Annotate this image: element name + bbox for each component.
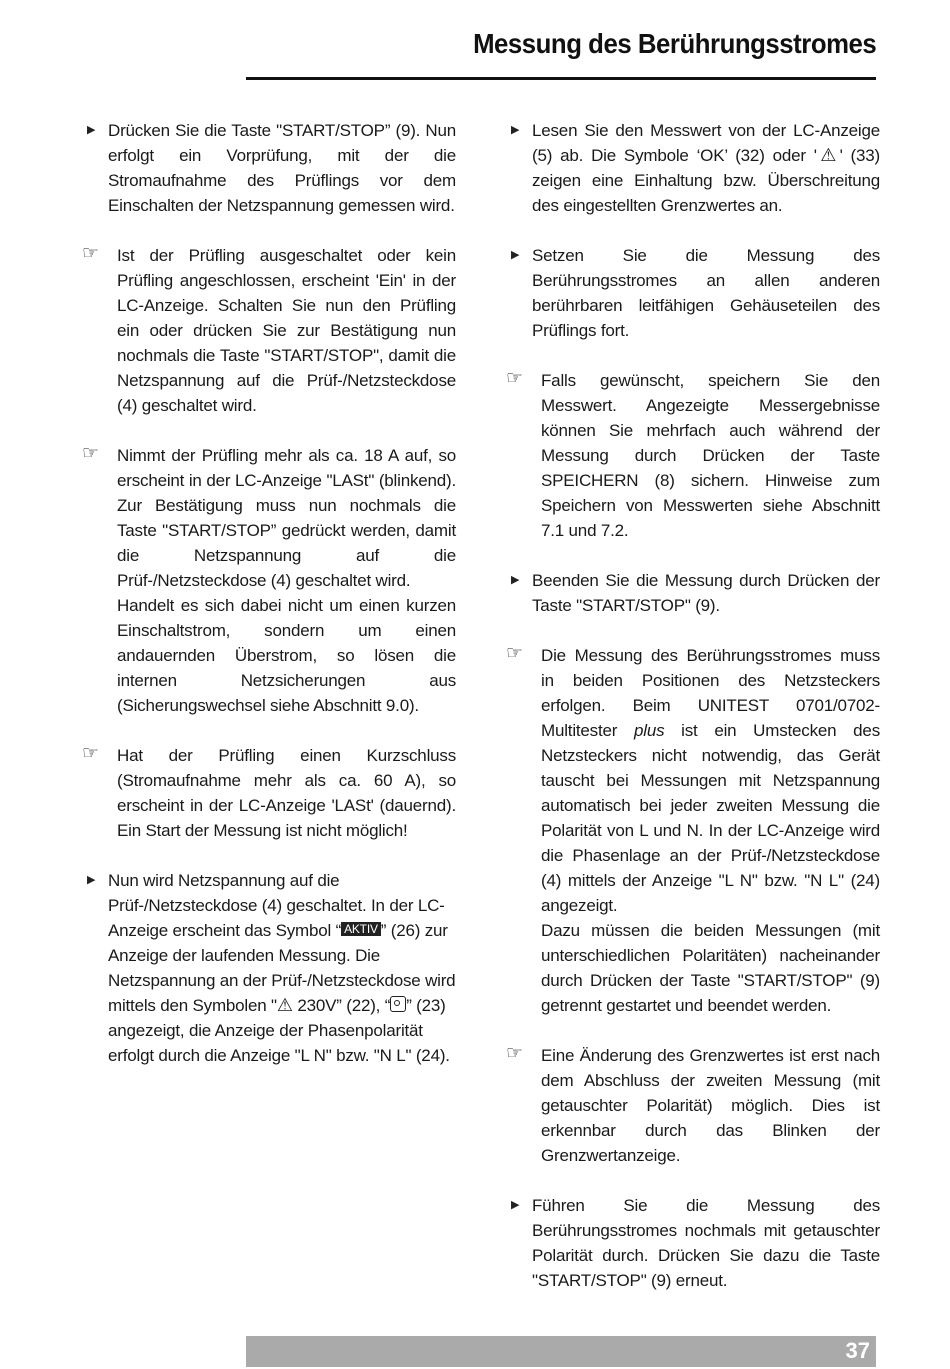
paragraph-part: Dazu müssen die beiden Messungen (mit unterschiedlichen Polaritäten) nacheinander durch Drücken der Taste "START/STOP" (9) getrennt gestartet und beendet werden. — [541, 921, 880, 1015]
note-item — [508, 643, 880, 1018]
paragraph: Eine Änderung des Grenzwertes ist erst nach dem Abschluss der zweiten Messung (mit getauschter Polarität) möglich. Dies ist erkennbar durch das Blinken der Grenzwertanzeige. — [541, 1046, 880, 1165]
note-item — [508, 368, 880, 543]
text-run: ” (23) angezeigt, die Anzeige der Phasenpolarität erfolgt durch die Anzeige "L N" bzw. "N L" (24). — [108, 996, 450, 1065]
pointing-hand-icon: ☞ — [82, 443, 100, 464]
aktiv-symbol: AKTIV — [341, 922, 381, 936]
socket-icon — [390, 996, 406, 1012]
list-item — [508, 1193, 880, 1293]
warning-triangle-icon: ⚠ — [816, 145, 840, 165]
text-run: Nun wird Netzspannung auf die Prüf-/Netzsteckdose (4) geschaltet. In der LC-Anzeige erscheint das Symbol “ — [108, 871, 445, 940]
note-item — [84, 243, 456, 418]
plus-text: plus — [633, 721, 665, 740]
pointing-hand-icon: ☞ — [506, 368, 524, 389]
text-run: Die Messung des Berührungsstromes muss in beiden Positionen des Netzsteckers erfolgen. Beim UNITEST 0701/0702-Multitester — [541, 646, 880, 740]
text-run: Lesen Sie den Messwert von der LC-Anzeige (5) ab. Die Symbole ‘OK’ (32) oder ' — [532, 121, 880, 165]
paragraph-part: Nimmt der Prüfling mehr als ca. 18 A auf, so erscheint in der LC-Anzeige "LASt" (blinkend). Zur Bestätigung muss nun nochmals die Taste "START/STOP” gedrückt werden, damit die Netzspannung auf die Prüf-/Netzsteckdose (4) geschaltet wird. — [117, 446, 456, 590]
paragraph — [108, 868, 456, 1068]
paragraph: Führen Sie die Messung des Berührungsstromes nochmals mit getauschter Polarität durch. Drücken Sie dazu die Taste "START/STOP" (9) erneut. — [532, 1196, 880, 1290]
triangle-right-icon: ▶ — [87, 124, 96, 136]
paragraph — [117, 443, 456, 718]
triangle-right-icon: ▶ — [511, 574, 520, 586]
paragraph: Beenden Sie die Messung durch Drücken der Taste "START/STOP" (9). — [532, 571, 880, 615]
pointing-hand-icon: ☞ — [82, 243, 100, 264]
paragraph: Falls gewünscht, speichern Sie den Messwert. Angezeigte Messergebnisse können Sie mehrfach auch während der Messung durch Drücken der Taste SPEICHERN (8) sichern. Hinweise zum Speichern von Messwerten siehe Abschnitt 7.1 und 7.2. — [541, 371, 880, 540]
paragraph-part — [541, 643, 880, 918]
paragraph: Setzen Sie die Messung des Berührungsstromes an allen anderen berührbaren leitfähigen Gehäuseteilen des Prüflings fort. — [532, 246, 880, 340]
triangle-right-icon: ▶ — [511, 249, 520, 261]
footer-bar — [246, 1336, 876, 1367]
pointing-hand-icon: ☞ — [82, 743, 100, 764]
list-item — [508, 118, 880, 218]
paragraph: Hat der Prüfling einen Kurzschluss (Stromaufnahme mehr als ca. 60 A), so erscheint in der LC-Anzeige 'LASt' (dauernd). Ein Start der Messung ist nicht möglich! — [117, 746, 456, 840]
triangle-right-icon: ▶ — [511, 1199, 520, 1211]
paragraph — [541, 643, 880, 1018]
paragraph: Ist der Prüfling ausgeschaltet oder kein Prüfling angeschlossen, erscheint 'Ein' in der LC-Anzeige. Schalten Sie nun den Prüfling ein oder drücken Sie zur Bestätigung nun nochmals die Taste "START/STOP", damit die Netzspannung auf die Prüf-/Netzsteckdose (4) geschaltet wird. — [117, 246, 456, 415]
text-run: ” (26) zur Anzeige der laufenden Messung. Die Netzspannung an der Prüf-/Netzsteckdose wird mittels den Symbolen " — [108, 921, 456, 1015]
note-item — [84, 443, 456, 718]
list-item — [508, 568, 880, 618]
paragraph-part: Handelt es sich dabei nicht um einen kurzen Einschaltstrom, sondern um einen andauernden Überstrom, so lösen die internen Netzsicherungen aus (Sicherungswechsel siehe Abschnitt 9.0). — [117, 596, 456, 715]
note-item — [508, 1043, 880, 1168]
list-item — [508, 243, 880, 343]
right-column — [508, 118, 880, 1318]
paragraph — [532, 118, 880, 218]
page-title: Messung des Berührungsstromes — [472, 28, 876, 59]
text-run: ' (33) zeigen eine Einhaltung bzw. Überschreitung des eingestellten Grenzwertes an. — [532, 146, 880, 215]
text-run: ist ein Umstecken des Netzsteckers nicht notwendig, das Gerät tauscht bei Messungen mit Netzspannung automatisch bei jeder zweiten Messung die Polarität von L und N. In der LC-Anzeige wird die Phasenlage an der Prüf-/Netzsteckdose (4) mittels der Anzeige "L N" bzw. "N L" (24) angezeigt. — [541, 721, 880, 915]
pointing-hand-icon: ☞ — [506, 1043, 524, 1064]
page-number: 37 — [845, 1338, 870, 1363]
text-run: 230V” (22), “ — [292, 996, 391, 1015]
triangle-right-icon: ▶ — [87, 874, 96, 886]
left-column — [84, 118, 456, 1093]
pointing-hand-icon: ☞ — [506, 643, 524, 664]
paragraph: Drücken Sie die Taste "START/STOP” (9). Nun erfolgt ein Vorprüfung, mit der die Stromaufnahme des Prüflings vor dem Einschalten der Netzspannung gemessen wird. — [108, 121, 456, 215]
list-item — [84, 118, 456, 218]
triangle-right-icon: ▶ — [511, 124, 520, 136]
note-item — [84, 743, 456, 843]
warning-triangle-icon: ⚠ — [276, 995, 293, 1015]
list-item — [84, 868, 456, 1068]
header-rule — [246, 77, 876, 80]
